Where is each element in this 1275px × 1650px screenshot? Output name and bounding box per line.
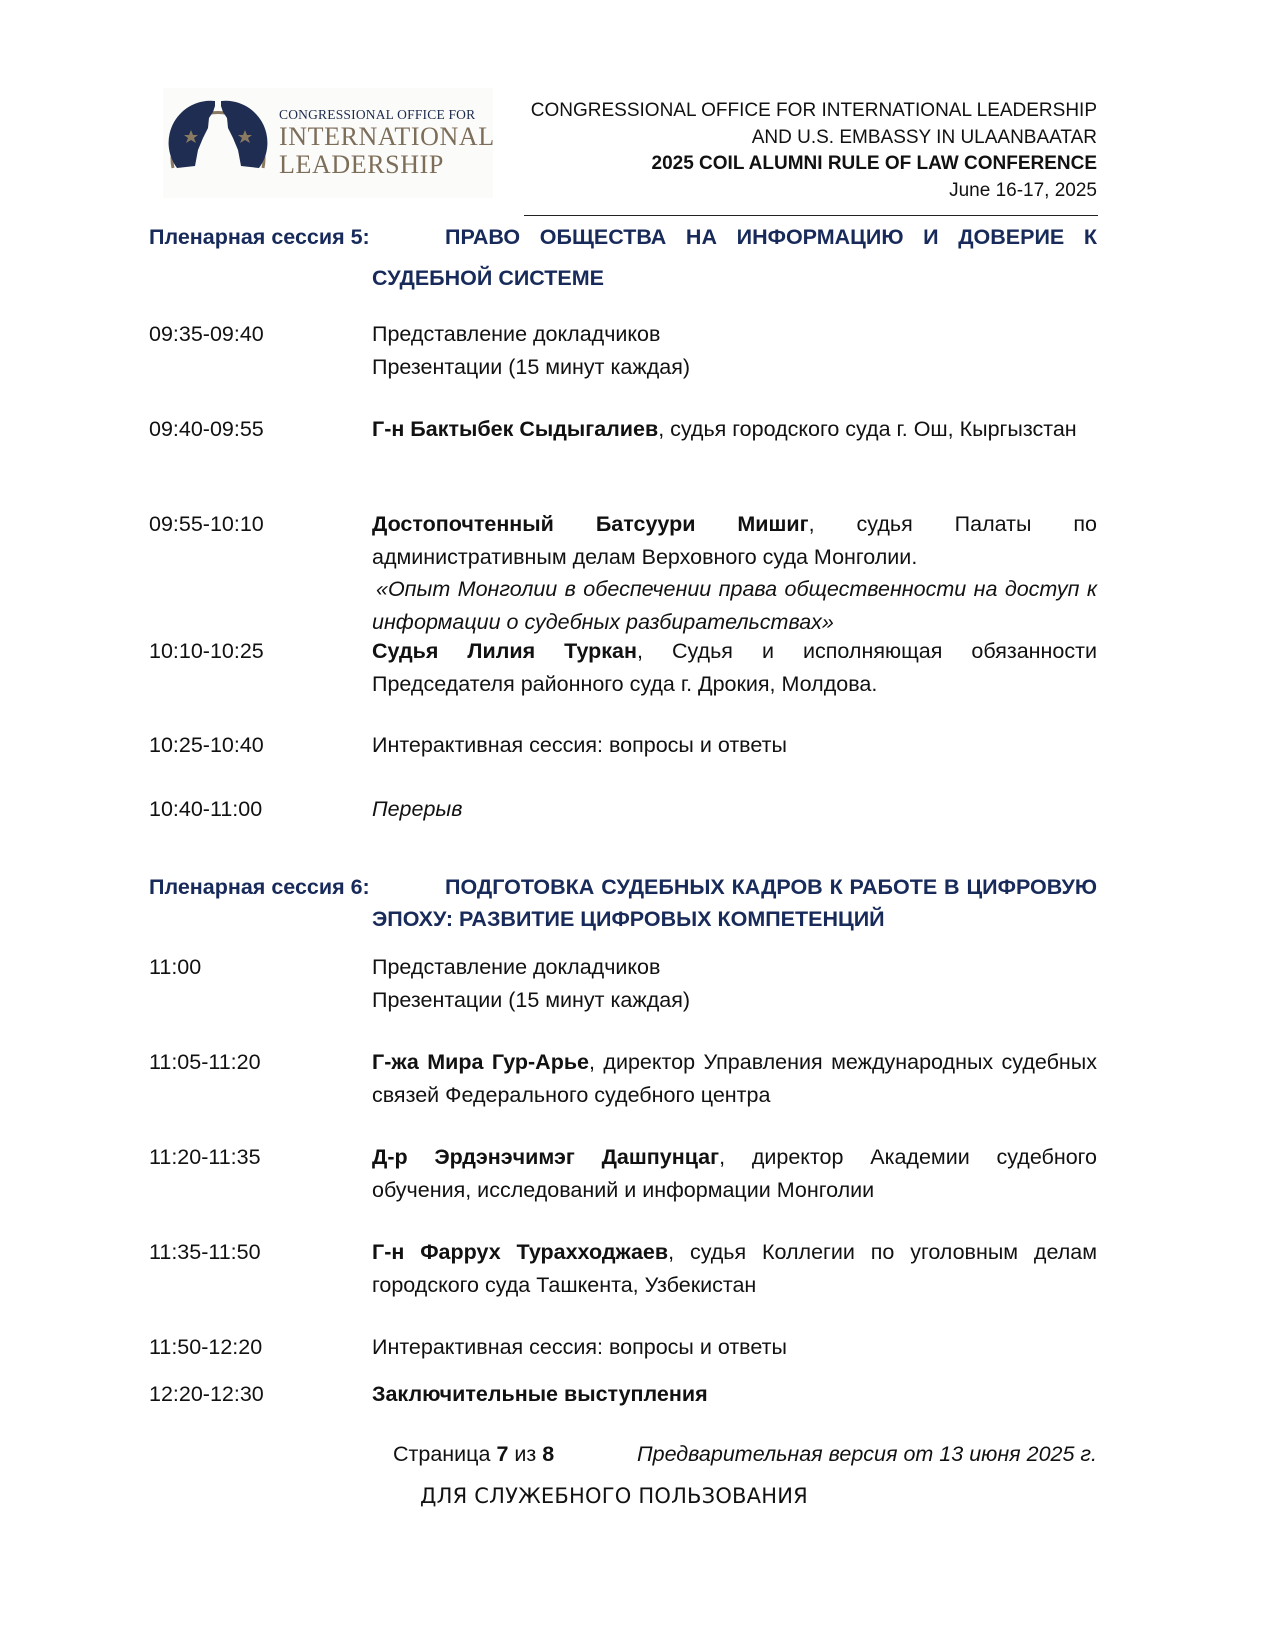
agenda-item (149, 508, 1097, 638)
speaker-role: , директор Управления международных судебных связей Федерального судебного центра (372, 1050, 1097, 1107)
speaker-name: Г-н Бактыбек Сыдыгалиев (372, 417, 659, 441)
speaker-role: , судья Палаты по административным делам Верховного суда Монголии. (372, 512, 1097, 569)
agenda-text: Представление докладчиков (372, 322, 661, 346)
agenda-text: Презентации (15 минут каждая) (372, 987, 691, 1012)
speaker-role: , Судья и исполняющая обязанности Председателя районного суда г. Дрокия, Молдова. (372, 639, 1097, 696)
page-current: 7 (496, 1442, 509, 1466)
agenda-time: 12:20-12:30 (149, 1382, 264, 1406)
agenda-time: 09:35-09:40 (149, 322, 264, 346)
session-heading-6 (149, 871, 1097, 935)
speaker-name: Д-р Эрдэнэчимэг Дашпунцаг (372, 1145, 720, 1169)
agenda-time: 09:40-09:55 (149, 417, 264, 441)
header-organizer: CONGRESSIONAL OFFICE FOR INTERNATIONAL LEADERSHIP (530, 100, 1097, 121)
header-conference-title: 2025 COIL ALUMNI RULE OF LAW CONFERENCE (651, 153, 1097, 174)
page-total: 8 (542, 1442, 555, 1466)
capitol-dome-emblem-icon (163, 88, 273, 198)
agenda-time: 11:20-11:35 (149, 1145, 261, 1169)
session-heading-5 (149, 217, 1097, 299)
agenda-item (149, 951, 1097, 1016)
page-number (393, 1442, 554, 1467)
agenda-text: Интерактивная сессия: вопросы и ответы (372, 733, 787, 757)
agenda-time: 11:50-12:20 (149, 1335, 263, 1359)
agenda-time: 09:55-10:10 (149, 512, 264, 536)
agenda-time: 10:25-10:40 (149, 733, 264, 757)
session-label: Пленарная сессия 6: (149, 875, 370, 899)
speaker-role: , директор Академии судебного обучения, исследований и информации Монголии (372, 1145, 1098, 1202)
speaker-name: Г-жа Мира Гур-Арье (372, 1050, 590, 1074)
speaker-name: Достопочтенный Батсуури Мишиг (372, 512, 809, 536)
speaker-role: , судья городского суда г. Ош, Кыргызстан (658, 417, 1077, 441)
agenda-time: 11:00 (149, 955, 202, 979)
presentation-title: «Опыт Монголии в обеспечении права общественности на доступ к информации о судебных разбирательствах» (372, 577, 1097, 634)
agenda-item (149, 413, 1097, 446)
classification-marking: ДЛЯ СЛУЖЕБНОГО ПОЛЬЗОВАНИЯ (420, 1484, 808, 1508)
session-title: ПОДГОТОВКА СУДЕБНЫХ КАДРОВ К РАБОТЕ В ЦИФРОВУЮ ЭПОХУ: РАЗВИТИЕ ЦИФРОВЫХ КОМПЕТЕНЦИЙ (372, 875, 1097, 931)
agenda-item (149, 793, 1097, 826)
agenda-item (149, 635, 1097, 700)
agenda-time: 10:40-11:00 (149, 797, 263, 821)
agenda-time: 11:35-11:50 (149, 1240, 261, 1264)
logo-line-2: INTERNATIONAL (279, 122, 495, 152)
page-sep: из (514, 1442, 537, 1466)
agenda-text: Презентации (15 минут каждая) (372, 354, 691, 379)
agenda-item (149, 1236, 1097, 1301)
logo-line-1: CONGRESSIONAL OFFICE FOR (279, 106, 476, 122)
session-title: ПРАВО ОБЩЕСТВА НА ИНФОРМАЦИЮ И ДОВЕРИЕ К СУДЕБНОЙ СИСТЕМЕ (372, 225, 1097, 290)
agenda-item (149, 1331, 1097, 1364)
header-co-organizer: AND U.S. EMBASSY IN ULAANBAATAR (751, 126, 1097, 148)
speaker-role: , судья Коллегии по уголовным делам городского суда Ташкента, Узбекистан (372, 1240, 1098, 1297)
agenda-text: Интерактивная сессия: вопросы и ответы (372, 1335, 787, 1359)
document-header (531, 98, 1097, 204)
closing-remarks: Заключительные выступления (372, 1382, 708, 1406)
agenda-item (149, 729, 1097, 762)
header-dates: June 16-17, 2025 (949, 179, 1097, 201)
agenda-text: Представление докладчиков (372, 955, 661, 979)
agenda-time: 11:05-11:20 (149, 1050, 261, 1074)
draft-version-note: Предварительная версия от 13 июня 2025 г. (637, 1442, 1097, 1466)
page-prefix: Страница (393, 1442, 491, 1466)
agenda-time: 10:10-10:25 (149, 639, 264, 663)
agenda-item (149, 318, 1097, 383)
speaker-name: Судья Лилия Туркан (372, 639, 637, 663)
coil-logo (163, 88, 493, 198)
agenda-item (149, 1378, 1097, 1411)
logo-line-3: LEADERSHIP (279, 150, 444, 180)
session-label: Пленарная сессия 5: (149, 225, 370, 249)
agenda-item (149, 1046, 1097, 1111)
header-divider (524, 215, 1098, 216)
agenda-item (149, 1141, 1097, 1206)
speaker-name: Г-н Фаррух Турахходжаев (372, 1240, 669, 1264)
logo-wordmark (279, 108, 495, 179)
break-label: Перерыв (372, 797, 463, 821)
